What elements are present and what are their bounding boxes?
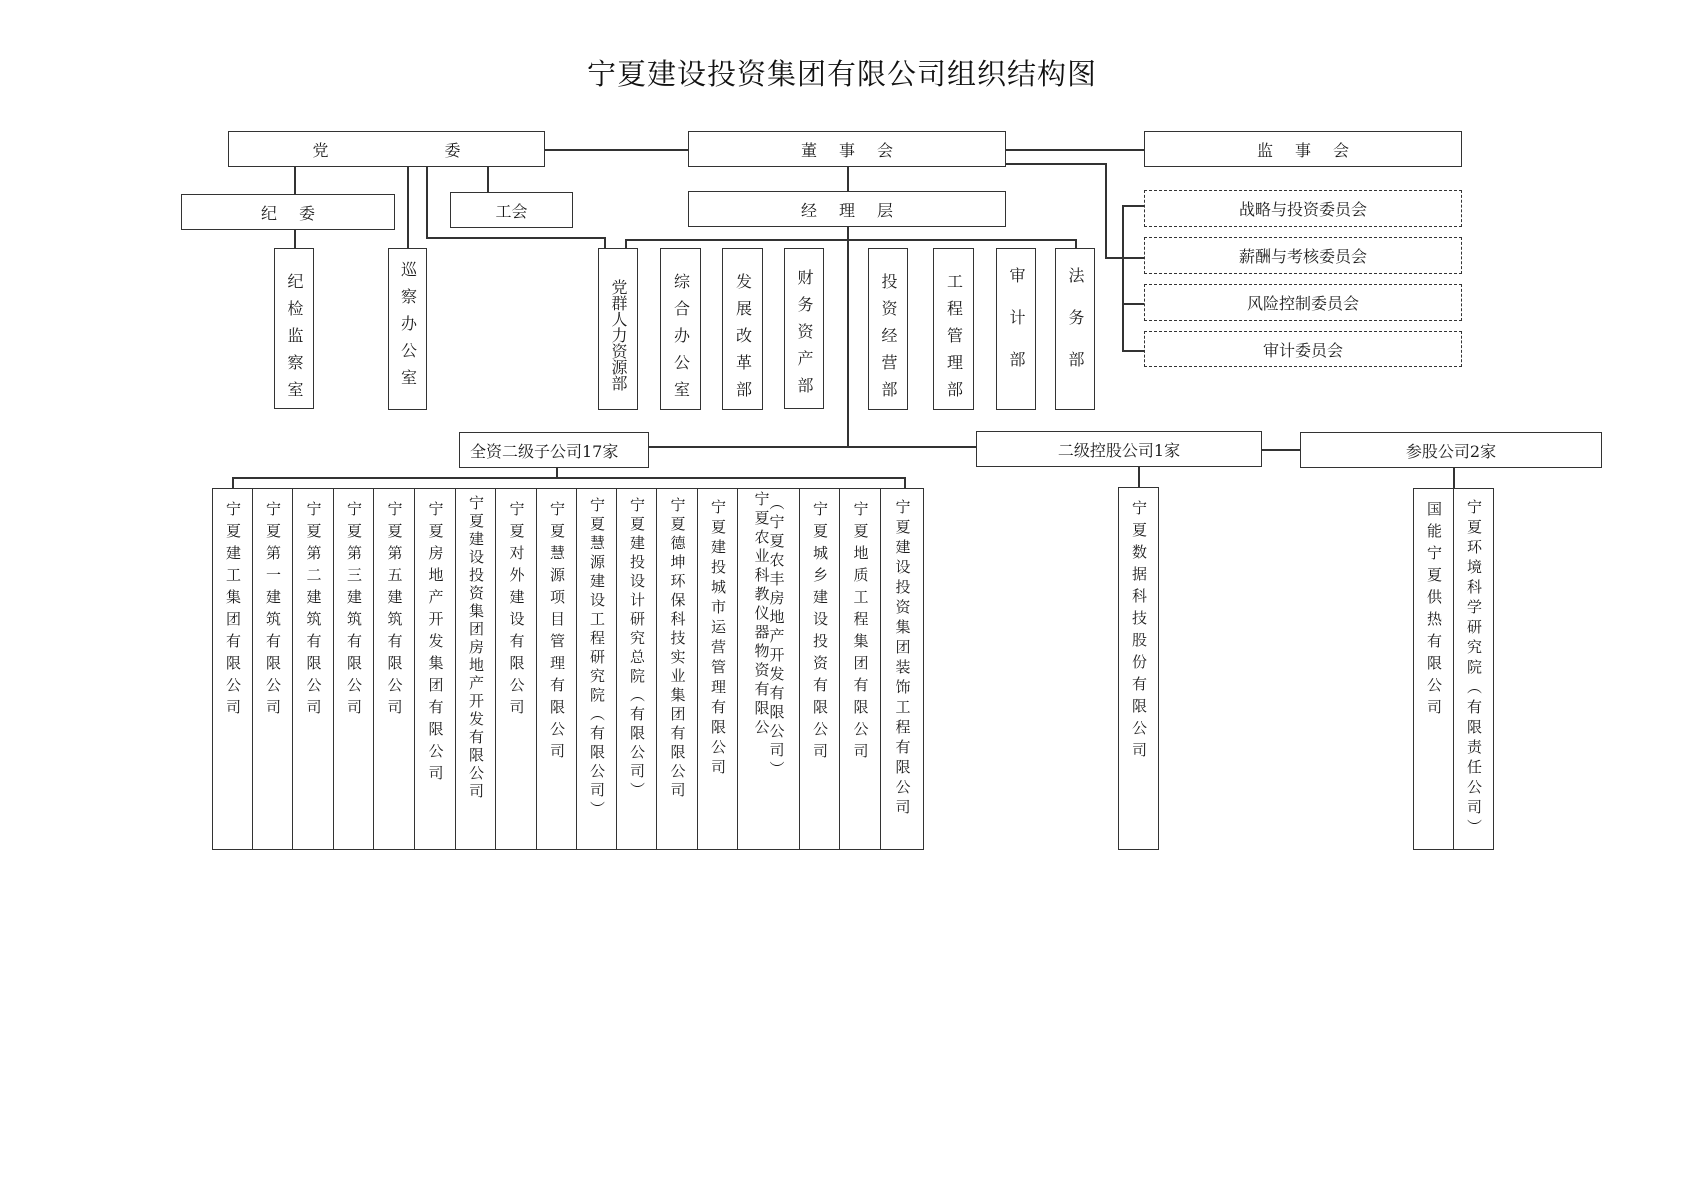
subsidiary-16: 宁夏建设投资集团装饰工程有限公司	[880, 488, 924, 850]
connector	[556, 468, 558, 477]
subsidiary-6: 宁夏建设投资集团房地产开发有限公司	[455, 488, 496, 850]
connector	[426, 167, 428, 238]
department-audit	[996, 248, 1036, 410]
trade-union-box: 工会	[450, 192, 573, 228]
strategy-investment-committee: 战略与投资委员会	[1144, 190, 1462, 227]
chart-title: 宁夏建设投资集团有限公司组织结构图	[586, 57, 1097, 91]
connector	[1262, 449, 1300, 451]
department-party-hr	[598, 248, 638, 410]
department-general-office	[660, 248, 701, 410]
holding-group-box: 二级控股公司1家	[976, 431, 1262, 467]
wholly-owned-group-box: 全资二级子公司17家	[459, 432, 649, 468]
connector	[1122, 205, 1144, 207]
subsidiary-1: 宁夏第一建筑有限公司	[252, 488, 293, 850]
connector	[1122, 350, 1144, 352]
dept-label: 党群人力资源部	[609, 279, 628, 391]
connector	[604, 237, 606, 248]
connector	[1006, 149, 1144, 151]
connector	[1122, 205, 1124, 350]
dept-label: 法务部	[1066, 267, 1085, 393]
subsidiary-4: 宁夏第五建筑有限公司	[373, 488, 415, 850]
connector	[232, 477, 234, 488]
subsidiary-3: 宁夏第三建筑有限公司	[333, 488, 374, 850]
dept-label: 巡察办公室	[398, 261, 418, 396]
subsidiary-15: 宁夏地质工程集团有限公司	[839, 488, 881, 850]
connector	[649, 446, 976, 448]
party-committee-box: 党 委	[228, 131, 545, 167]
connector	[545, 149, 688, 151]
connector	[847, 227, 849, 446]
subsidiary-9: 宁夏慧源建设工程研究院（有限公司）	[576, 488, 617, 850]
connector	[407, 167, 409, 248]
connector	[426, 237, 604, 239]
subsidiary-13: （宁夏农丰房地产开发有限公司） 宁夏农业科教仪器物资有限公	[737, 488, 800, 850]
dept-label: 发展改革部	[733, 273, 753, 408]
subsidiary-7: 宁夏对外建设有限公司	[495, 488, 537, 850]
inspection-office	[388, 248, 427, 410]
holding-subsidiary: 宁夏数据科技股份有限公司	[1118, 487, 1159, 850]
connector	[625, 239, 627, 248]
connector	[1138, 467, 1140, 487]
connector	[294, 167, 296, 194]
risk-control-committee: 风险控制委员会	[1144, 284, 1462, 321]
dept-label: 投资经营部	[879, 273, 898, 408]
department-investment-operations	[868, 248, 908, 410]
connector	[847, 167, 849, 191]
subsidiary-14: 宁夏城乡建设投资有限公司	[799, 488, 840, 850]
board-of-directors-box: 董事会	[688, 131, 1006, 167]
subsidiary-8: 宁夏慧源项目管理有限公司	[536, 488, 577, 850]
participating-company-0: 国能宁夏供热有限公司	[1413, 488, 1454, 850]
connector	[1105, 163, 1107, 257]
subsidiary-5: 宁夏房地产开发集团有限公司	[414, 488, 456, 850]
audit-committee: 审计委员会	[1144, 331, 1462, 367]
discipline-committee-box: 纪委	[181, 194, 395, 230]
subsidiary-10: 宁夏建投设计研究总院（有限公司）	[616, 488, 657, 850]
connector	[232, 477, 904, 479]
subsidiary-12: 宁夏建投城市运营管理有限公司	[697, 488, 738, 850]
department-legal	[1055, 248, 1095, 410]
connector	[1453, 468, 1455, 488]
department-development-reform	[722, 248, 763, 410]
connector	[1105, 257, 1144, 259]
connector	[1122, 303, 1144, 305]
dept-label: 审计部	[1007, 267, 1026, 393]
connector	[904, 477, 906, 488]
participating-company-1: 宁夏环境科学研究院（有限责任公司）	[1453, 488, 1494, 850]
dept-label: 财务资产部	[795, 269, 814, 404]
connector	[625, 239, 1075, 241]
wholly-owned-subsidiaries-row	[212, 488, 924, 850]
department-engineering-management	[933, 248, 974, 410]
dept-label: 综合办公室	[671, 273, 691, 408]
participating-group-box: 参股公司2家	[1300, 432, 1602, 468]
dept-label: 工程管理部	[944, 273, 964, 408]
connector	[294, 230, 296, 248]
dept-label: 纪检监察室	[285, 273, 304, 408]
management-box: 经理层	[688, 191, 1006, 227]
subsidiary-0: 宁夏建工集团有限公司	[212, 488, 253, 850]
connector	[1006, 163, 1106, 165]
subsidiary-11: 宁夏德坤环保科技实业集团有限公司	[656, 488, 698, 850]
subsidiary-2: 宁夏第二建筑有限公司	[292, 488, 334, 850]
department-finance-assets	[784, 248, 824, 409]
compensation-committee: 薪酬与考核委员会	[1144, 237, 1462, 274]
connector	[1075, 239, 1077, 248]
connector	[487, 167, 489, 192]
supervisory-board-box: 监事会	[1144, 131, 1462, 167]
discipline-inspection-office	[274, 248, 314, 409]
